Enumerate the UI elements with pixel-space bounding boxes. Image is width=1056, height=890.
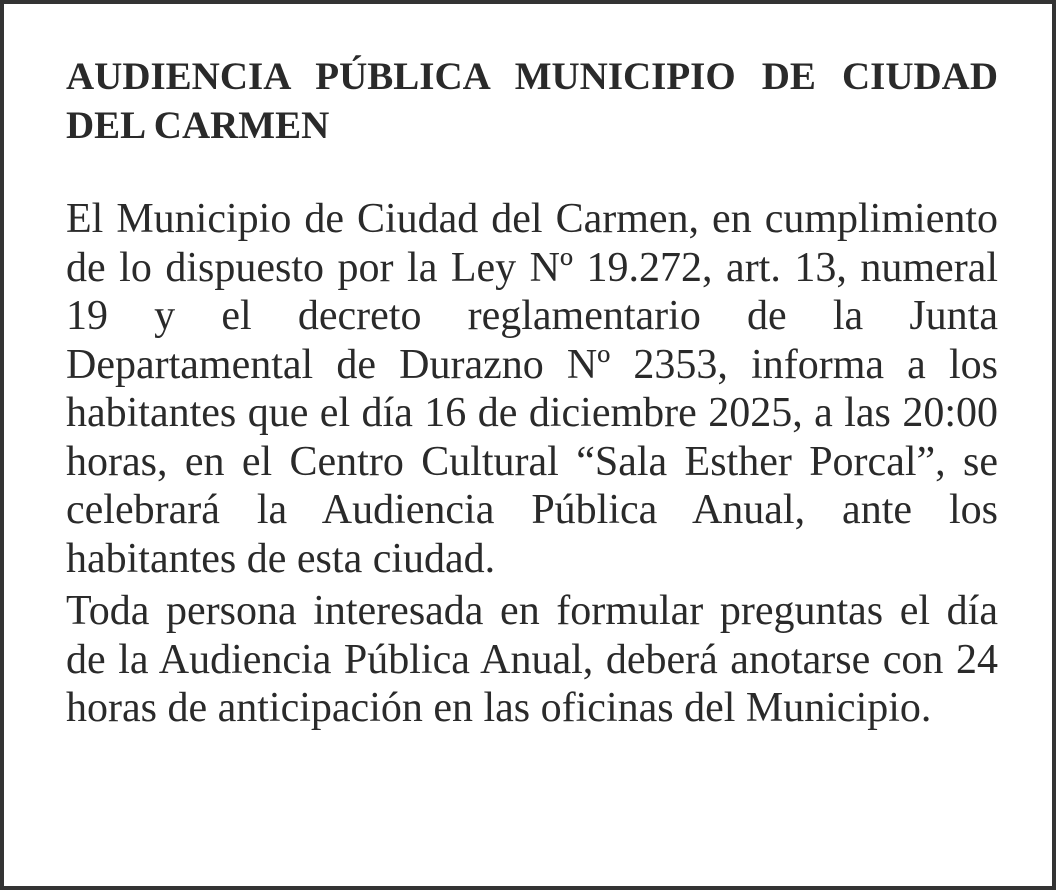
notice-content: [66, 52, 998, 733]
notice-paragraph-registration: Toda persona interesada en formular preguntas el día de la Audiencia Pública Anual, deberá anotarse con 24 horas de anticipación en las oficinas del Municipio.: [66, 588, 998, 731]
notice-paragraph-announcement: El Municipio de Ciudad del Carmen, en cumplimiento de lo dispuesto por la Ley Nº 19.272, art. 13, numeral 19 y el decreto reglamentario de la Junta Departamental de Durazno Nº 2353, informa a los habitantes que el día 16 de diciembre 2025, a las 20:00 horas, en el Centro Cultural “Sala Esther Porcal”, se celebrará la Audiencia Pública Anual, ante los habitantes de esta ciudad.: [66, 196, 998, 582]
notice-title: AUDIENCIA PÚBLICA MUNICIPIO DE CIUDAD DEL CARMEN: [66, 55, 998, 147]
